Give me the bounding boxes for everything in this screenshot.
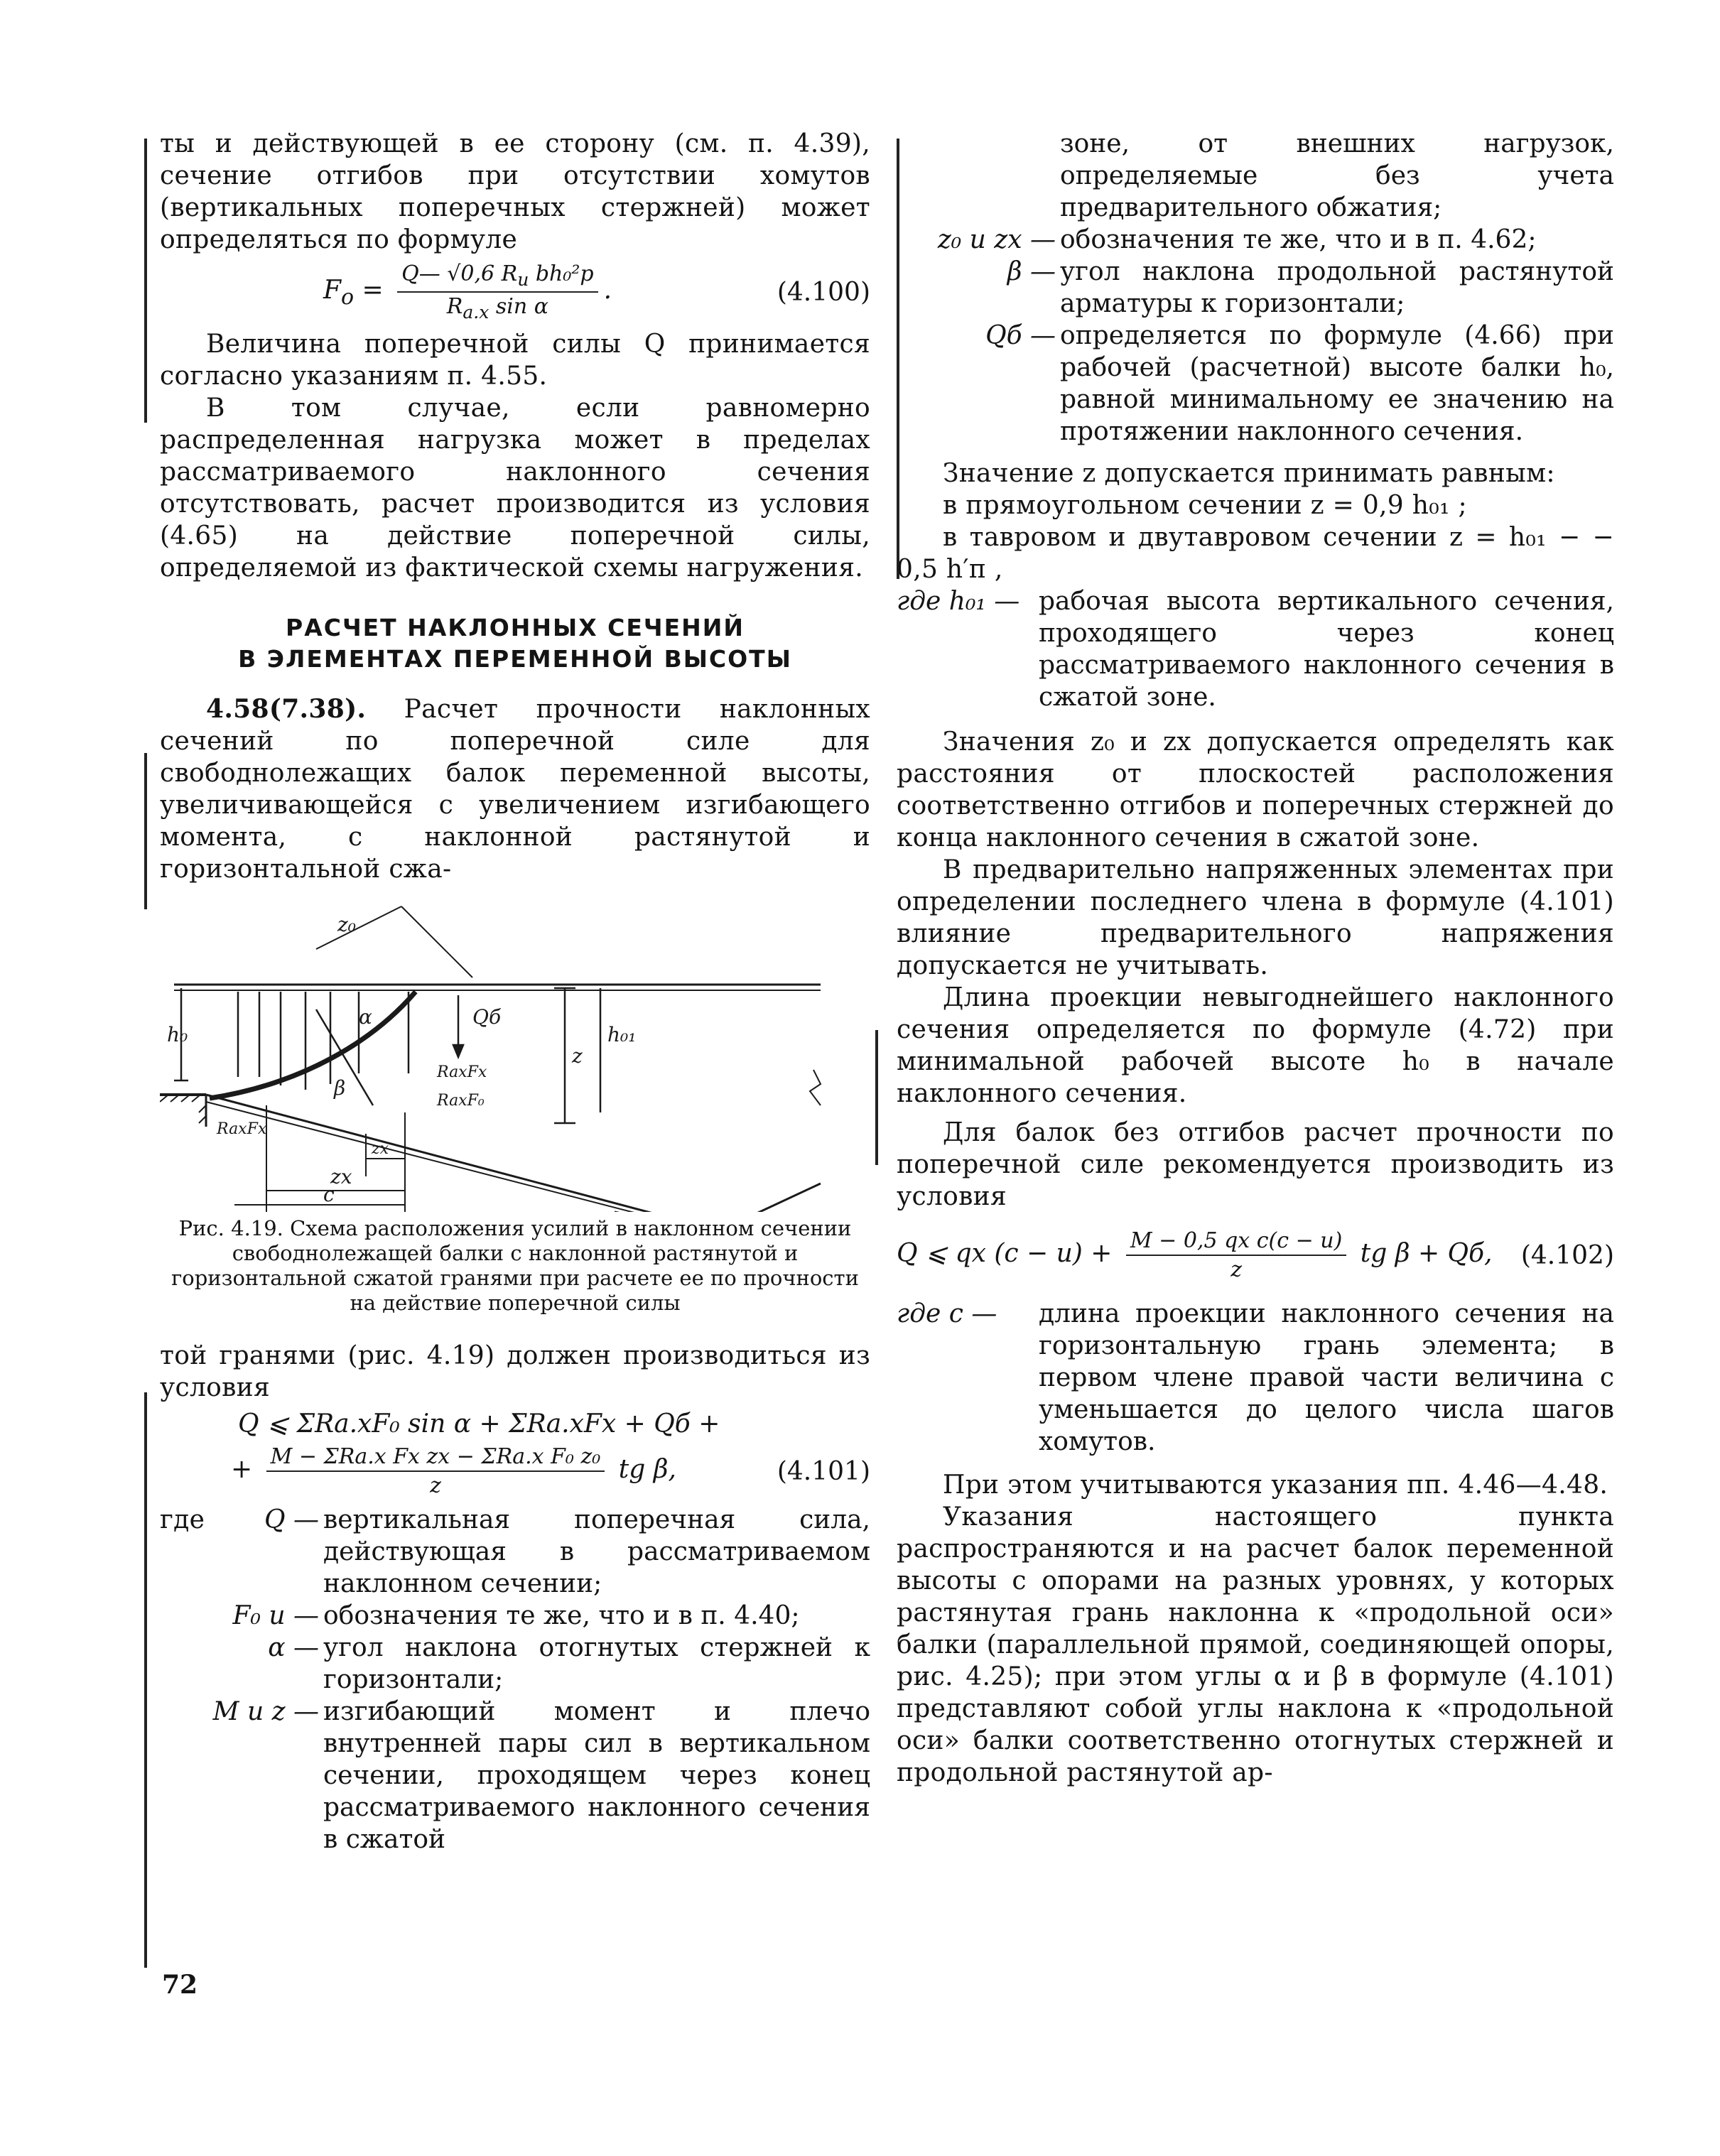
section-heading: РАСЧЕТ НАКЛОННЫХ СЕЧЕНИЙ В ЭЛЕМЕНТАХ ПЕРЕМЕННОЙ ВЫСОТЫ — [238, 614, 792, 673]
fig-label: zx — [372, 1140, 389, 1158]
formula-expression: Q ⩽ qх (c − u) + $\frac{\text{M − 0,5 qх c(c − u)}}{z}$ tg β + Qб, — [897, 1228, 1493, 1282]
equation-number: (4.102) — [1520, 1240, 1614, 1270]
definition-item: где h₀₁ — рабочая высота вертикального сечения, проходящего через конец рассматриваемого наклонного сечения в сжатой зоне. — [897, 587, 1614, 712]
margin-bar — [875, 1030, 878, 1165]
left-column — [160, 128, 870, 1856]
definition-item: Q — вертикальная поперечная сила, действующая в рассматриваемом наклонном сечении; — [264, 1505, 870, 1598]
definition-item: M и z — изгибающий момент и плечо внутренней пары сил в вертикальном сечении, проходящем через конец рассматриваемого наклонного сечения в сжатой — [212, 1697, 870, 1854]
fig-label: RaxF₀ — [437, 1092, 485, 1110]
margin-bar — [144, 753, 147, 909]
figure-caption: Рис. 4.19. Схема расположения усилий в наклонном сечении свободнолежащей балки с наклонной растянутой и горизонтальной сжатой гранями при расчете ее по прочности на действие поперечной силы — [171, 1216, 859, 1315]
formula-4-102 — [897, 1228, 1614, 1282]
definition-item: Qб — определяется по формуле (4.66) при рабочей (расчетной) высоте балки h₀, равной минимальному ее значению на протяжении наклонного сечения. — [985, 321, 1614, 446]
fig-label: RaxFx — [437, 1063, 487, 1081]
paragraph: В том случае, если равномерно распределенная нагрузка может в пределах рассматриваемого наклонного сечения отсутствовать, расчет производится из условия (4.65) на действие поперечной силы, определяемой из фактической схемы нагружения. — [160, 394, 870, 583]
formula-4-100 — [160, 261, 870, 323]
paragraph: той гранями (рис. 4.19) должен производиться из условия — [160, 1341, 870, 1402]
fig-label: α — [359, 1005, 372, 1029]
formula-expression: $F_о$ = $\frac{Q— √0,6 R_и bh_0^2p}{R_{а.х} \sin \alpha}$ . — [323, 261, 612, 323]
clause-number: 4.58(7.38). — [206, 694, 367, 724]
definition-item: α — угол наклона отогнутых стержней к горизонтали; — [268, 1633, 870, 1694]
formula-4-101-line1: Q ⩽ ΣRа.хF₀ sin α + ΣRа.хFх + Qб + — [238, 1409, 720, 1439]
fig-label: z₀ — [337, 913, 356, 936]
paragraph: Значения z₀ и zх допускается определять как расстояния от плоскостей расположения соответственно отгибов и поперечных стержней до конца наклонного сечения в сжатой зоне. — [897, 727, 1614, 852]
paragraph: В предварительно напряженных элементах при определении последнего члена в формуле (4.101) влияние предварительного напряжения допускается не учитывать. — [897, 855, 1614, 980]
paragraph: Значение z допускается принимать равным: — [943, 459, 1555, 488]
margin-bar — [144, 1392, 147, 1968]
fig-label: Qб — [472, 1005, 502, 1029]
equation-number: (4.101) — [777, 1456, 870, 1486]
formula-4-101-line2 — [160, 1444, 870, 1498]
definition-item: z₀ и zх — обозначения те же, что и в п. 4.62; — [937, 225, 1537, 254]
paragraph: в прямоугольном сечении z = 0,9 h₀₁ ; — [943, 491, 1467, 520]
definition-list — [160, 1504, 870, 1856]
fig-label: RaxFx — [217, 1120, 267, 1138]
definition-item: F₀ и — обозначения те же, что и в п. 4.40; — [232, 1601, 800, 1630]
definition-list — [897, 224, 1614, 448]
formula-expression: + $\frac{\text{M − ΣRа.х Fх zх − ΣRа.х F₀ z₀}}{z}$ tg β, — [231, 1444, 676, 1498]
paragraph: Длина проекции невыгоднейшего наклонного сечения определяется по формуле (4.72) при минимальной рабочей высоте h₀ в начале наклонного сечения. — [897, 983, 1614, 1108]
paragraph: Для балок без отгибов расчет прочности по поперечной силе рекомендуется производить из условия — [897, 1118, 1614, 1211]
definition-item: где c — длина проекции наклонного сечения на горизонтальную грань элемента; в первом члене правой части величина c уменьшается до целого числа шагов хомутов. — [897, 1299, 1614, 1456]
paragraph: Указания настоящего пункта распространяются и на расчет балок переменной высоты с опорами на разных уровнях, у которых растянутая грань наклонна к «продольной оси» балки (параллельной прямой, соединяющей опоры, рис. 4.25); при этом углы α и β в формуле (4.101) представляют собой углы наклона к «продольной оси» балки соответственно отогнутых стержней и продольной растянутой ар- — [897, 1502, 1614, 1787]
paragraph: Величина поперечной силы Q принимается согласно указаниям п. 4.55. — [160, 330, 870, 391]
paragraph: ты и действующей в ее сторону (см. п. 4.39), сечение отгибов при отсутствии хомутов (вертикальных поперечных стержней) может определяться по формуле — [160, 129, 870, 254]
definition-item: β — угол наклона продольной растянутой арматуры к горизонтали; — [1007, 257, 1614, 318]
fraction: $\frac{Q— √0,6 R_и bh_0^2p}{R_{а.х} \sin \alpha}$ — [397, 261, 598, 323]
equation-number: (4.100) — [777, 277, 870, 307]
paragraph: При этом учитываются указания пп. 4.46—4.48. — [943, 1470, 1608, 1500]
fig-label: c — [323, 1183, 335, 1206]
fig-label: h₀ — [167, 1023, 188, 1046]
fraction: $\frac{\text{M − 0,5 qх c(c − u)}}{z}$ — [1126, 1228, 1346, 1282]
fig-label: z — [572, 1044, 583, 1068]
figure-4-19 — [160, 899, 856, 1212]
where-label: где — [160, 1505, 205, 1534]
page-number: 72 — [162, 1970, 198, 2000]
paragraph: в тавровом и двутавровом сечении z = h₀₁ − − 0,5 h′п , — [897, 523, 1614, 584]
fraction: $\frac{\text{M − ΣRа.х Fх zх − ΣRа.х F₀ z₀}}{z}$ — [266, 1444, 605, 1498]
fig-label: h₀₁ — [607, 1023, 637, 1046]
fig-label: zx — [330, 1165, 352, 1188]
definition-continuation: зоне, от внешних нагрузок, определяемые без учета предварительного обжатия; — [1060, 129, 1614, 222]
right-column — [897, 128, 1614, 1789]
margin-bar — [144, 139, 147, 423]
paragraph: 4.58(7.38). Расчет прочности наклонных сечений по поперечной силе для свободнолежащих балок переменной высоты, увеличивающейся с увеличением изгибающего момента, с наклонной растянутой и горизонтальной сжа- — [160, 694, 870, 884]
fig-label: β — [334, 1076, 346, 1100]
